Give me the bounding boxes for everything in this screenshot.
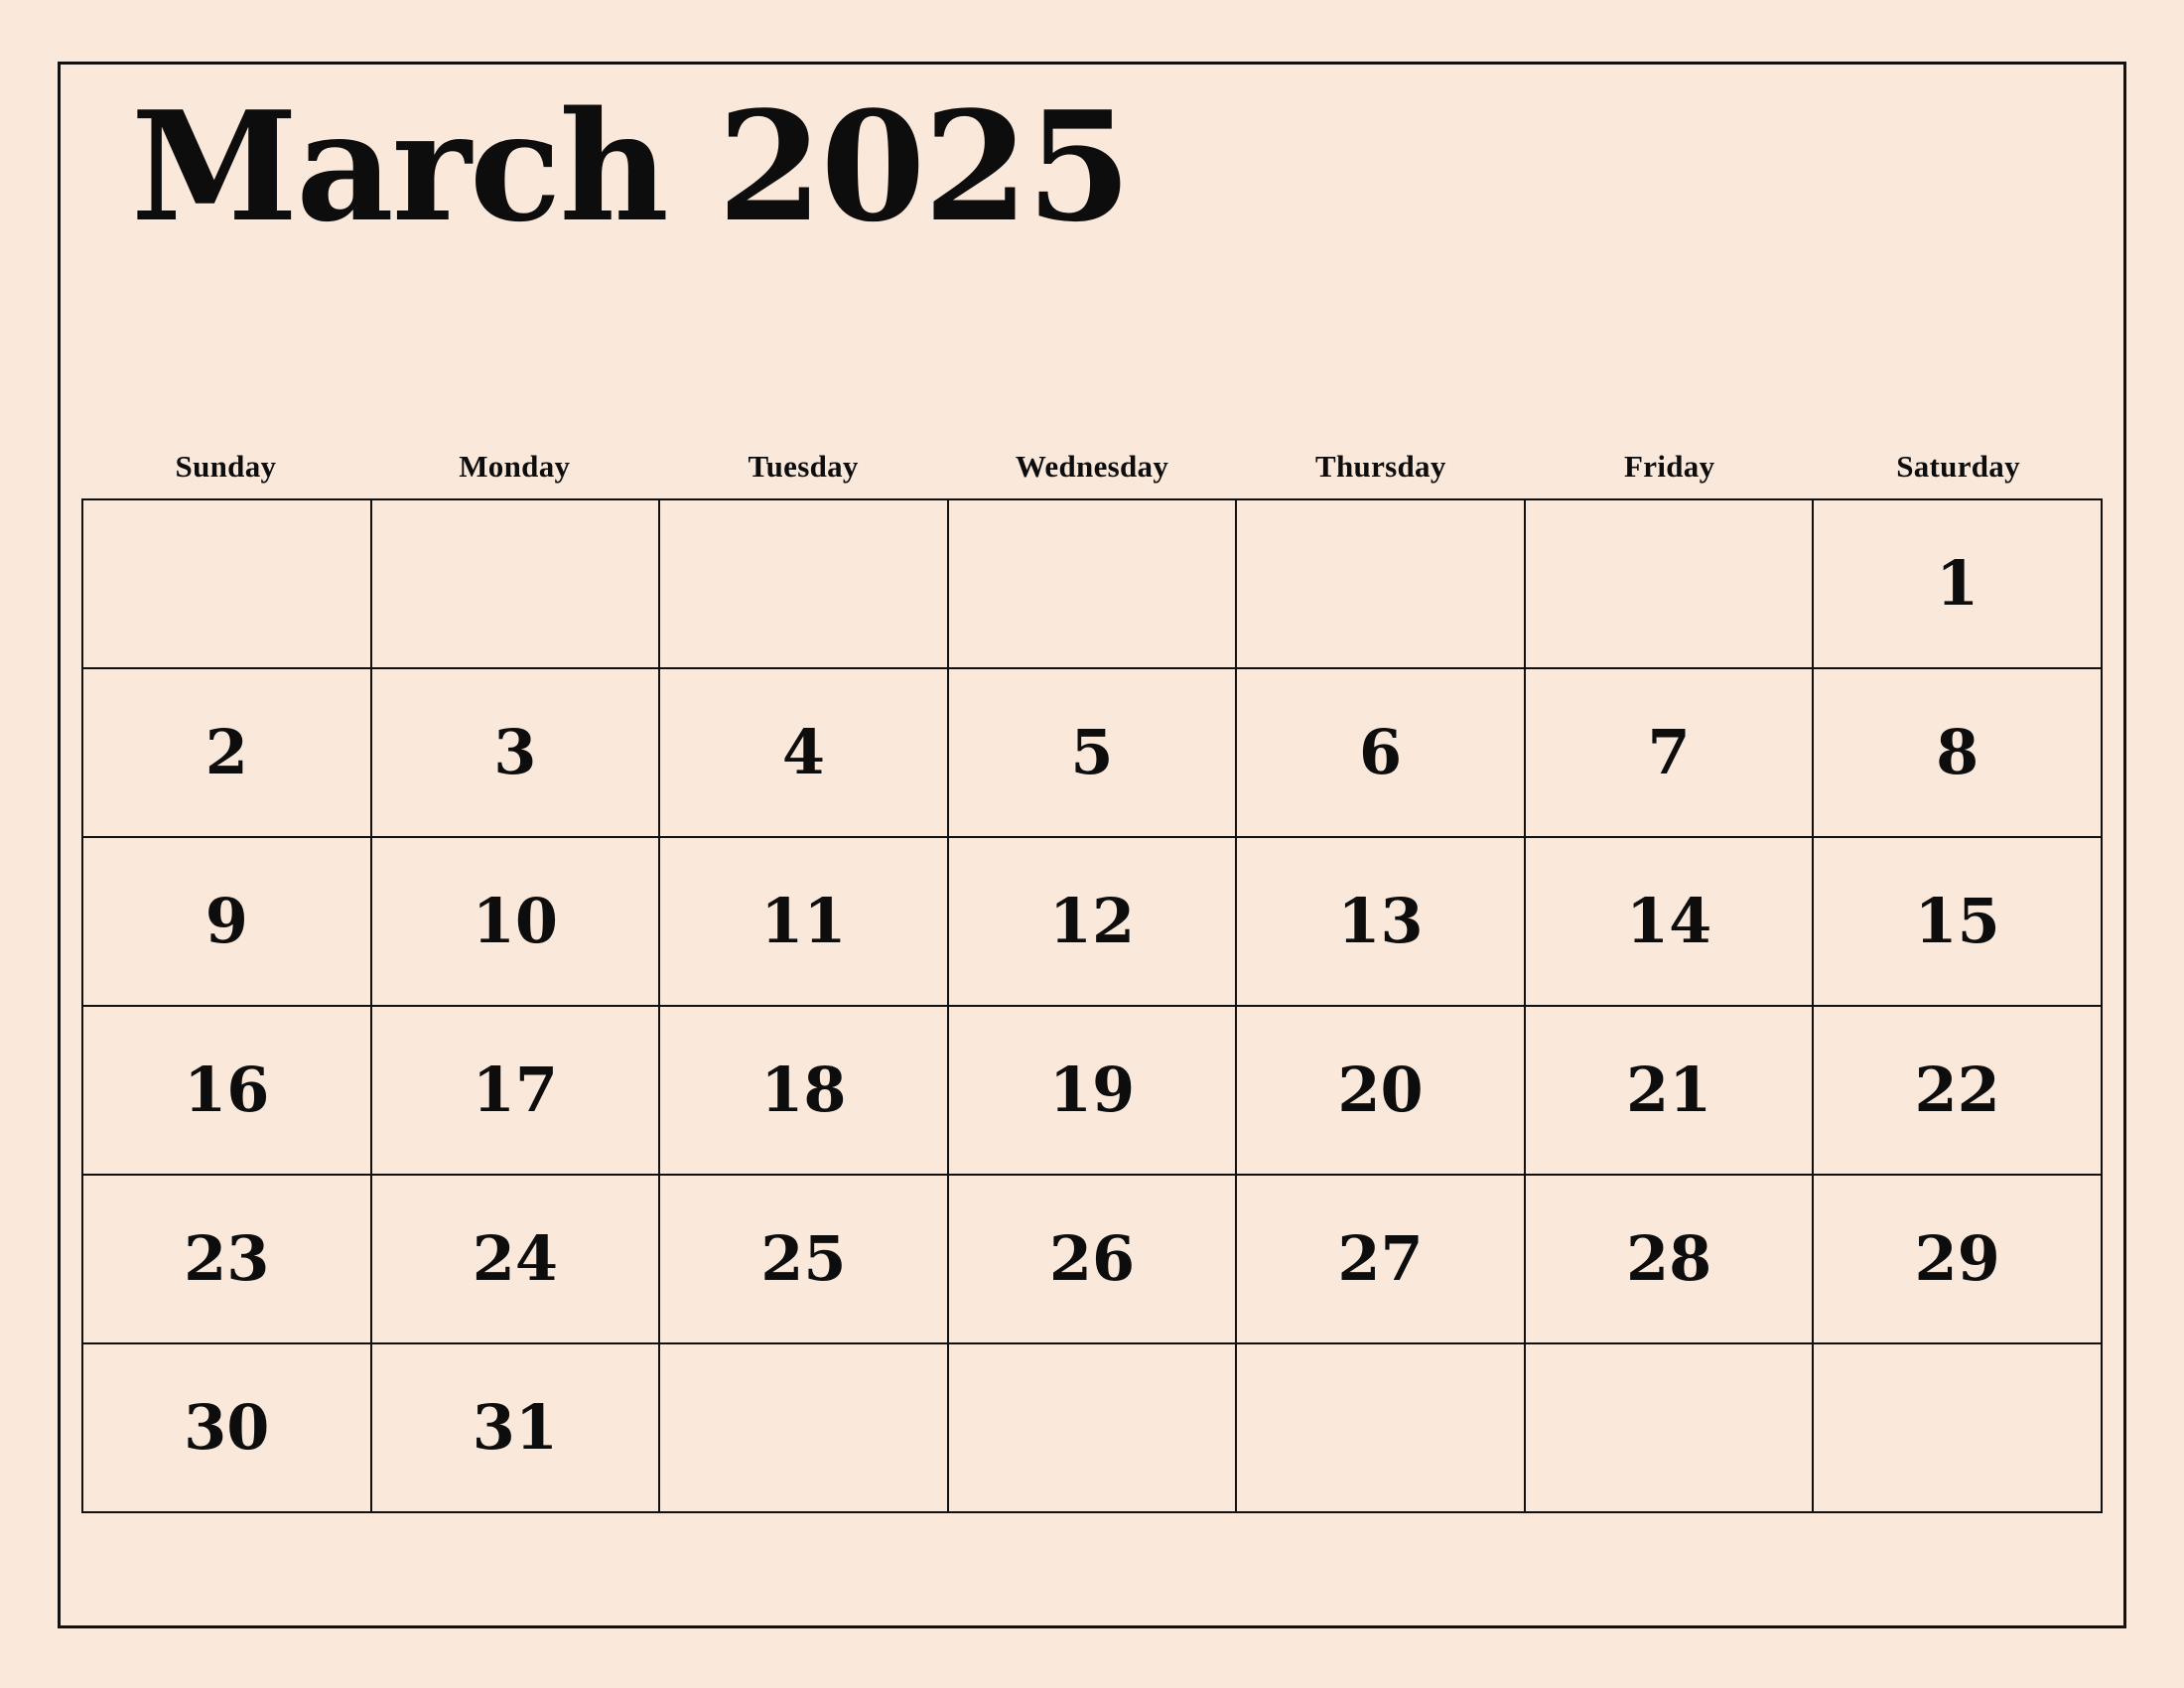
day-cell[interactable] xyxy=(1525,1343,1814,1512)
day-number: 25 xyxy=(760,1222,847,1295)
day-number: 2 xyxy=(205,716,248,788)
day-number: 5 xyxy=(1070,716,1114,788)
day-number: 27 xyxy=(1337,1222,1424,1295)
day-number: 20 xyxy=(1337,1054,1424,1126)
calendar-table xyxy=(81,498,2103,1513)
day-number: 31 xyxy=(472,1391,558,1464)
day-number: 24 xyxy=(472,1222,558,1295)
day-number: 19 xyxy=(1048,1054,1136,1126)
day-cell[interactable] xyxy=(1236,1343,1525,1512)
day-cell[interactable] xyxy=(948,837,1237,1006)
day-number: 8 xyxy=(1936,716,1979,788)
weekday-header-saturday: Saturday xyxy=(1896,449,2020,484)
weekday-header-tuesday: Tuesday xyxy=(748,449,859,484)
day-cell[interactable] xyxy=(371,1006,660,1175)
page-title: March 2025 xyxy=(131,77,1130,255)
day-cell[interactable] xyxy=(659,1343,948,1512)
day-cell[interactable] xyxy=(659,837,948,1006)
day-cell[interactable] xyxy=(1813,668,2102,837)
weekday-header-monday: Monday xyxy=(459,449,571,484)
calendar-week-row xyxy=(82,1175,2102,1343)
day-cell[interactable] xyxy=(1525,1175,1814,1343)
calendar-week-row xyxy=(82,837,2102,1006)
day-number: 11 xyxy=(760,885,847,957)
day-cell[interactable] xyxy=(371,837,660,1006)
day-cell[interactable] xyxy=(659,1006,948,1175)
calendar-week-row xyxy=(82,1343,2102,1512)
day-cell[interactable] xyxy=(1813,1343,2102,1512)
day-cell[interactable] xyxy=(948,668,1237,837)
day-number: 16 xyxy=(184,1054,270,1126)
day-number: 22 xyxy=(1914,1054,2000,1126)
day-cell[interactable] xyxy=(1236,499,1525,668)
day-cell[interactable] xyxy=(82,837,371,1006)
weekday-header-thursday: Thursday xyxy=(1315,449,1446,484)
day-cell[interactable] xyxy=(1525,837,1814,1006)
day-cell[interactable] xyxy=(371,1343,660,1512)
day-cell[interactable] xyxy=(1813,1006,2102,1175)
day-cell[interactable] xyxy=(82,668,371,837)
day-number: 7 xyxy=(1647,716,1691,788)
day-cell[interactable] xyxy=(1236,1006,1525,1175)
day-cell[interactable] xyxy=(1525,668,1814,837)
day-number: 23 xyxy=(184,1222,270,1295)
day-cell[interactable] xyxy=(1813,1175,2102,1343)
day-cell[interactable] xyxy=(1236,668,1525,837)
day-cell[interactable] xyxy=(371,499,660,668)
calendar-grid-container xyxy=(81,449,2103,1513)
day-cell[interactable] xyxy=(948,1343,1237,1512)
day-number: 4 xyxy=(781,716,825,788)
day-number: 26 xyxy=(1048,1222,1136,1295)
day-cell[interactable] xyxy=(1813,499,2102,668)
day-cell[interactable] xyxy=(948,499,1237,668)
day-number: 12 xyxy=(1048,885,1136,957)
calendar-week-row xyxy=(82,668,2102,837)
day-cell[interactable] xyxy=(659,499,948,668)
day-number: 29 xyxy=(1914,1222,2000,1295)
weekday-header-sunday: Sunday xyxy=(175,449,277,484)
day-number: 18 xyxy=(760,1054,847,1126)
day-number: 21 xyxy=(1625,1054,1712,1126)
day-number: 10 xyxy=(472,885,558,957)
day-number: 9 xyxy=(205,885,248,957)
day-cell[interactable] xyxy=(1813,837,2102,1006)
day-cell[interactable] xyxy=(82,1006,371,1175)
day-cell[interactable] xyxy=(659,668,948,837)
day-cell[interactable] xyxy=(948,1175,1237,1343)
day-number: 30 xyxy=(184,1391,270,1464)
day-cell[interactable] xyxy=(1236,1175,1525,1343)
day-cell[interactable] xyxy=(1525,499,1814,668)
day-cell[interactable] xyxy=(1525,1006,1814,1175)
day-cell[interactable] xyxy=(371,668,660,837)
day-number: 17 xyxy=(472,1054,558,1126)
weekday-header-wednesday: Wednesday xyxy=(1015,449,1169,484)
day-cell[interactable] xyxy=(659,1175,948,1343)
day-number: 15 xyxy=(1914,885,2000,957)
calendar-week-row xyxy=(82,499,2102,668)
day-cell[interactable] xyxy=(371,1175,660,1343)
day-cell[interactable] xyxy=(82,1175,371,1343)
calendar-week-row xyxy=(82,1006,2102,1175)
day-number: 1 xyxy=(1936,547,1979,620)
weekday-header-row xyxy=(81,449,2103,485)
day-number: 13 xyxy=(1337,885,1424,957)
day-cell[interactable] xyxy=(1236,837,1525,1006)
day-number: 14 xyxy=(1625,885,1712,957)
day-number: 28 xyxy=(1625,1222,1712,1295)
day-cell[interactable] xyxy=(82,1343,371,1512)
day-cell[interactable] xyxy=(82,499,371,668)
day-number: 6 xyxy=(1358,716,1403,788)
weekday-header-friday: Friday xyxy=(1624,449,1715,484)
day-cell[interactable] xyxy=(948,1006,1237,1175)
day-number: 3 xyxy=(493,716,537,788)
